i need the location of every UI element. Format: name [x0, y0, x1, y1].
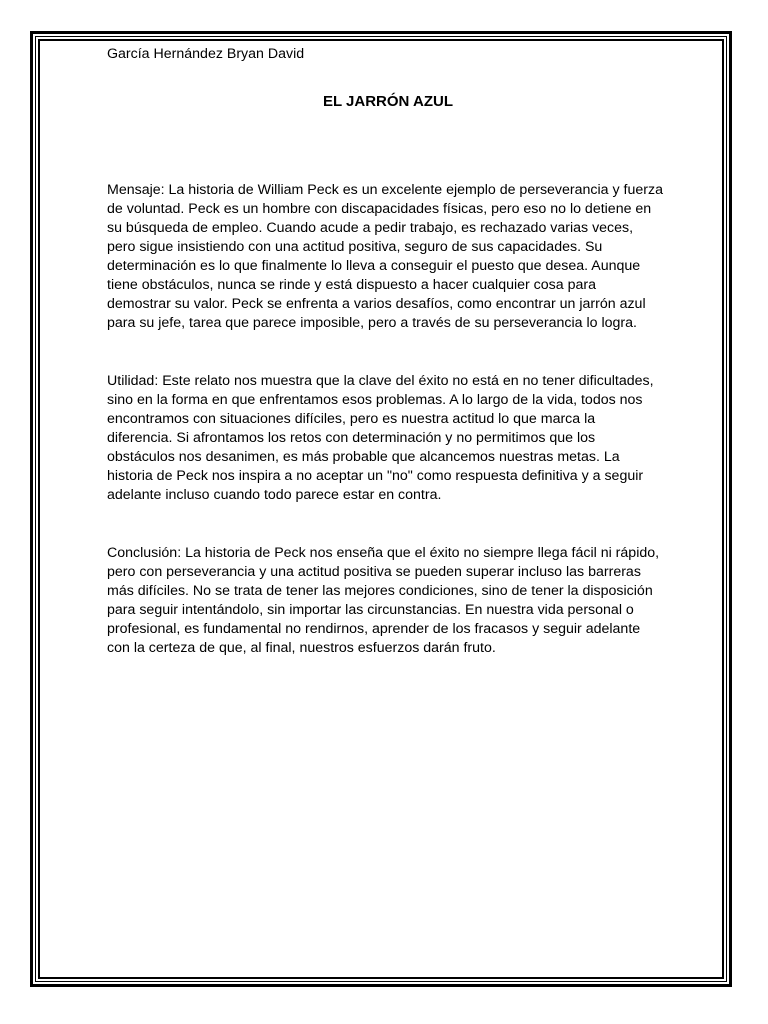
document-body: [107, 45, 663, 658]
document-title: EL JARRÓN AZUL: [322, 93, 453, 110]
author-name: García Hernández Bryan David: [107, 46, 305, 62]
paragraph-mensaje: Mensaje: La historia de William Peck es un excelente ejemplo de perseverancia y fuerza de voluntad. Peck es un hombre con discapacidades físicas, pero eso no lo detiene en su búsqueda de empleo. Cuando acude a pedir trabajo, es rechazado varias veces, pero sigue insistiendo con una actitud positiva, seguro de sus capacidades. Su determinación es lo que finalmente lo lleva a conseguir el puesto que desea. Aunque tiene obstáculos, nunca se rinde y está dispuesto a hacer cualquier cosa para demostrar su valor. Peck se enfrenta a varios desafíos, como encontrar un jarrón azul para su jefe, tarea que parece imposible, pero a través de su perseverancia lo logra.: [107, 182, 663, 331]
paragraph-conclusion: Conclusión: La historia de Peck nos enseña que el éxito no siempre llega fácil ni rápido, pero con perseverancia y una actitud positiva se pueden superar incluso las barreras más difíciles. No se trata de tener las mejores condiciones, sino de tener la disposición para seguir intentándolo, sin importar las circunstancias. En nuestra vida personal o profesional, es fundamental no rendirnos, aprender de los fracasos y seguir adelante con la certeza de que, al final, nuestros esfuerzos darán fruto.: [107, 545, 660, 656]
paragraph-utilidad: Utilidad: Este relato nos muestra que la clave del éxito no está en no tener dificultades, sino en la forma en que enfrentamos esos problemas. A lo largo de la vida, todos nos encontramos con situaciones difíciles, pero es nuestra actitud lo que marca la diferencia. Si afrontamos los retos con determinación y no permitimos que los obstáculos nos desanimen, es más probable que alcancemos nuestras metas. La historia de Peck nos inspira a no aceptar un "no" como respuesta definitiva y a seguir adelante incluso cuando todo parece estar en contra.: [107, 373, 654, 503]
